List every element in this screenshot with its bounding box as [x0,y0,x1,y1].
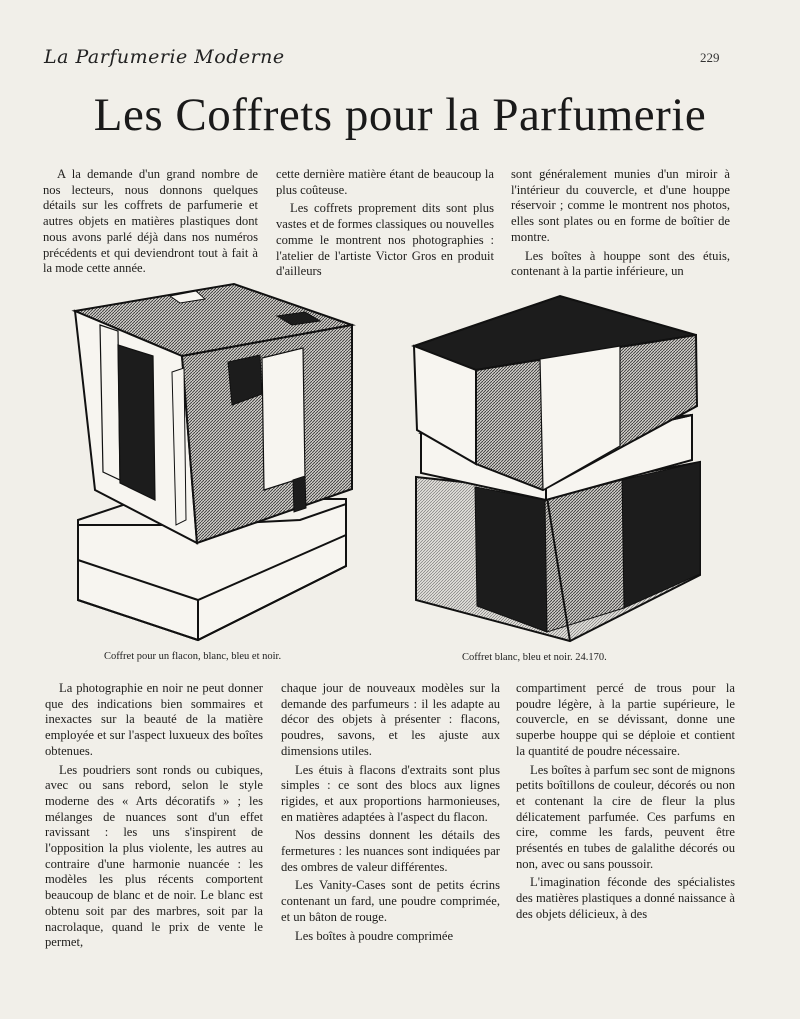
paragraph: chaque jour de nouveaux modèles sur la demande des parfumeurs : il les adapte au décor des objets à présenter : flacons, poudres, savons, et les ajuste aux dimensions utiles. [281,681,500,758]
paragraph: Les poudriers sont ronds ou cubiques, avec ou sans rebord, selon le style moderne des « Arts décoratifs » ; les mélanges de nuances sont d'un effet ravissant : les uns s'inspirent de l'opposition la plus violente, les autres au contraire d'une harmonie nuancée : les modèles les plus récents comportent beaucoup de blanc et de noir. Le blanc est obtenu soit par des marbres, soit par la nacrolaque, quand le prix de vente le permet, [45,762,263,950]
paragraph: Les boîtes à parfum sec sont de mignons petits boîtillons de couleur, décorés ou non et contenant la cire de fleur la plus délicatement parfumée. Ces parfums en cire, comme les fards, peuvent être présentés en tubes de galalithe décorés ou non, avec ou sans poussoir. [516,762,735,871]
bottom-column-1 [45,681,263,954]
left-coffret-drawing [75,284,352,640]
paragraph: compartiment percé de trous pour la poudre légère, à la partie supérieure, le couvercle, en se dévissant, donne une superbe houppe qui se déploie et contient la quantité de poudre nécessaire. [516,681,735,758]
bottom-column-2 [281,681,500,947]
paragraph: Les boîtes à poudre comprimée [295,928,454,943]
right-figure-caption: Coffret blanc, bleu et noir. 24.170. [462,652,607,663]
paragraph: Les coffrets proprement dits sont plus vastes et de formes classiques ou nouvelles comme le montrent nos photographies : l'atelier de l'artiste Victor Gros en produit d'ailleurs [276,201,494,279]
paragraph: L'imagination féconde des spécialistes des matières plastiques a donné naissance à des objets délicieux, à des [516,875,735,921]
right-coffret-drawing [414,296,700,641]
paragraph: Les boîtes à houppe sont des étuis, contenant à la partie inférieure, un [511,248,730,279]
paragraph: sont généralement munies d'un miroir à l'intérieur du couvercle, et d'une houppe réservoir ; comme le montrent nos photos, elles sont plates ou en forme de boîtier de montre. [511,167,730,244]
article-title: Les Coffrets pour la Parfumerie [93,89,707,141]
paragraph: Les Vanity-Cases sont de petits écrins contenant un fard, une poudre comprimée, et un bâton de rouge. [281,878,500,924]
paragraph: Les étuis à flacons d'extraits sont plus simples : ce sont des blocs aux lignes rigides, et aux proportions harmonieuses, en matières adaptées à l'aspect du flacon. [281,762,500,824]
paragraph: La photographie en noir ne peut donner que des indications bien sommaires et inexactes sur la beauté de la matière employée et sur l'aspect luxueux des boîtes obtenues. [45,681,263,758]
page-number: 229 [700,50,720,65]
paragraph: Nos dessins donnent les détails des fermetures : les nuances sont indiquées par des ombres de valeur différentes. [281,828,500,874]
paragraph: A la demande d'un grand nombre de nos lecteurs, nous donnons quelques détails sur les coffrets de parfumerie et autres objets en matières plastiques dont nous avons parlé déjà dans nos numéros précédents et qui deviendront tout à fait à la mode cette année. [43,167,258,276]
paragraph: cette dernière matière étant de beaucoup la plus coûteuse. [276,167,494,197]
bottom-column-3 [516,681,735,926]
masthead: La Parfumerie Moderne [44,46,285,68]
left-figure-caption: Coffret pour un flacon, blanc, bleu et noir. [104,651,282,662]
